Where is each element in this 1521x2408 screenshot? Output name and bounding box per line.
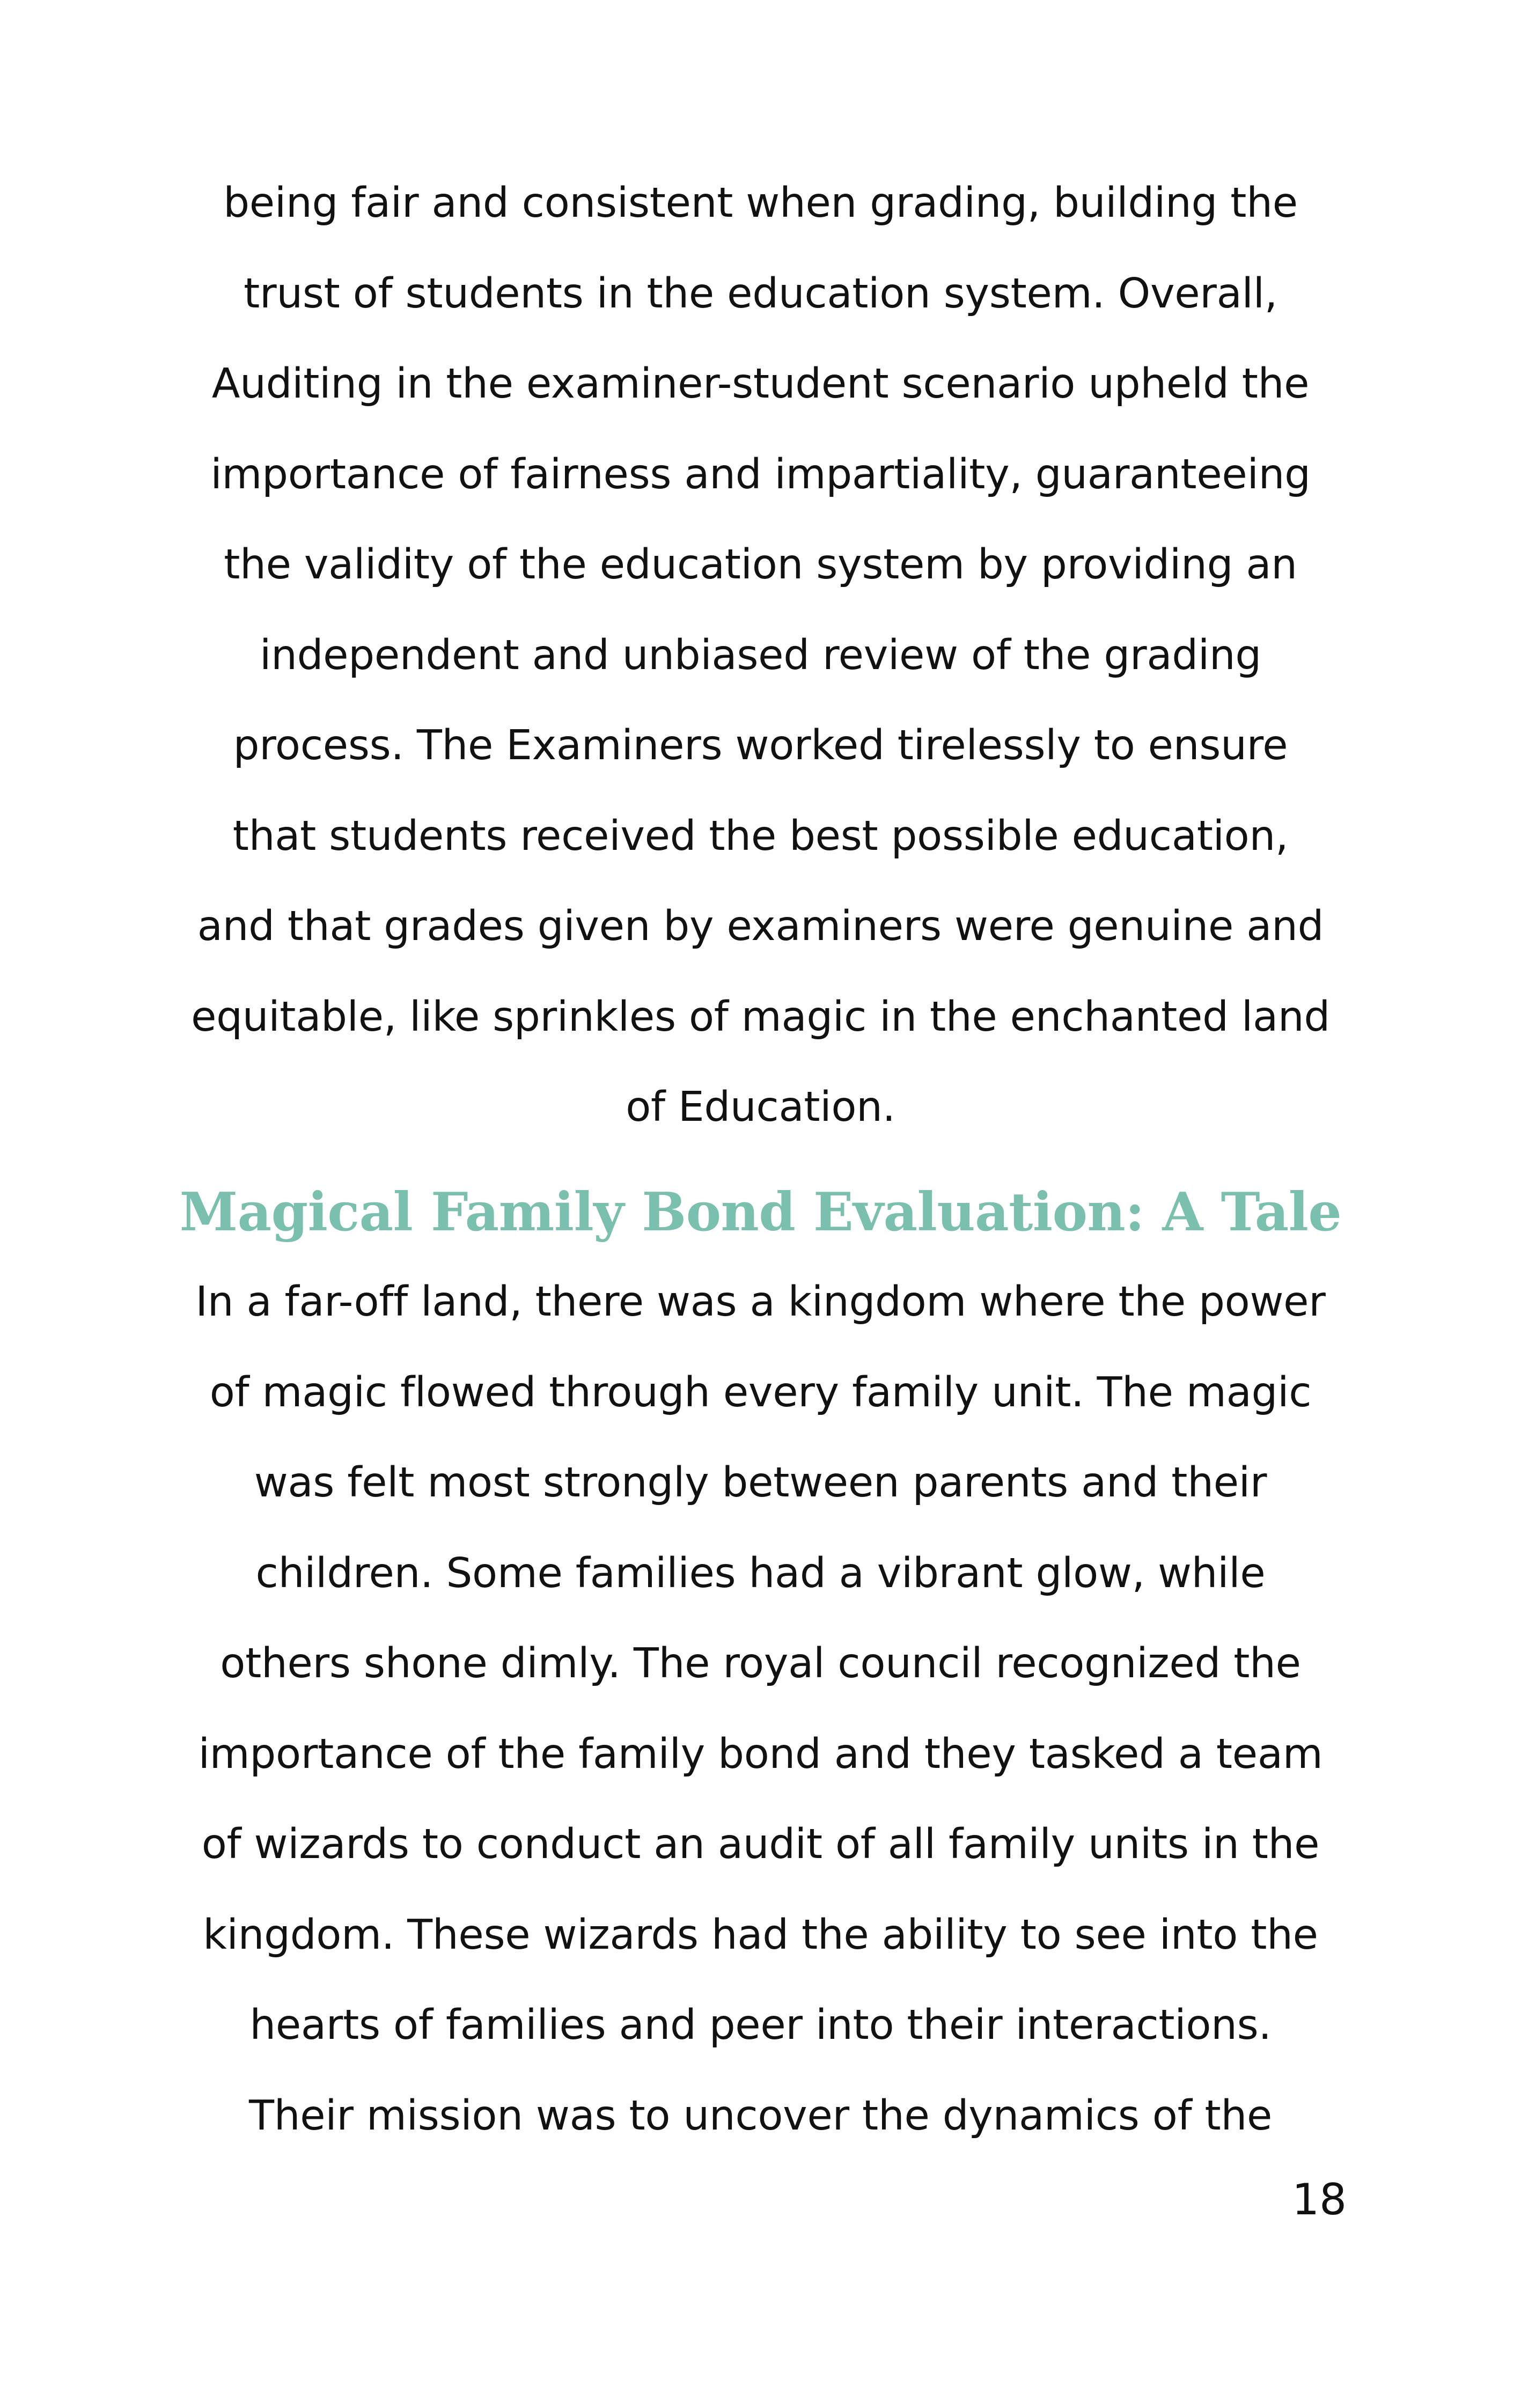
text-line: was felt most strongly between parents and their	[254, 1459, 1267, 1507]
text-line: In a far-off land, there was a kingdom where the power	[195, 1278, 1326, 1326]
text-line: hearts of families and peer into their interactions.	[249, 2001, 1272, 2049]
text-line: being fair and consistent when grading, building the	[223, 179, 1298, 227]
text-line: equitable, like sprinkles of magic in the enchanted land	[191, 993, 1330, 1041]
text-line: children. Some families had a vibrant glow, while	[255, 1549, 1266, 1597]
text-line: others shone dimly. The royal council recognized the	[220, 1640, 1301, 1687]
text-line: Auditing in the examiner-student scenario upheld the	[211, 360, 1310, 408]
text-line: importance of fairness and impartiality, guaranteeing	[210, 450, 1311, 498]
text-line: independent and unbiased review of the grading	[260, 631, 1261, 679]
text-line: importance of the family bond and they tasked a team	[198, 1730, 1323, 1778]
text-line: Their mission was to uncover the dynamics of the	[248, 2091, 1273, 2140]
body-paragraph-1	[161, 158, 1360, 1153]
text-line: process. The Examiners worked tirelessly to ensure	[233, 722, 1288, 769]
text-line: and that grades given by examiners were genuine and	[197, 902, 1324, 950]
text-line: that students received the best possible education,	[232, 812, 1289, 860]
page-number: 18	[1292, 2175, 1347, 2225]
text-line: of wizards to conduct an audit of all family units in the	[201, 1820, 1320, 1868]
text-line: of Education.	[626, 1083, 895, 1131]
text-line: kingdom. These wizards had the ability to see into the	[203, 1911, 1318, 1959]
text-line: trust of students in the education system. Overall,	[244, 269, 1277, 318]
section-heading: Magical Family Bond Evaluation: A Tale	[179, 1181, 1342, 1243]
body-paragraph-2	[161, 1257, 1360, 2161]
text-line: the validity of the education system by providing an	[224, 541, 1297, 589]
text-line: of magic flowed through every family unit. The magic	[209, 1368, 1312, 1416]
